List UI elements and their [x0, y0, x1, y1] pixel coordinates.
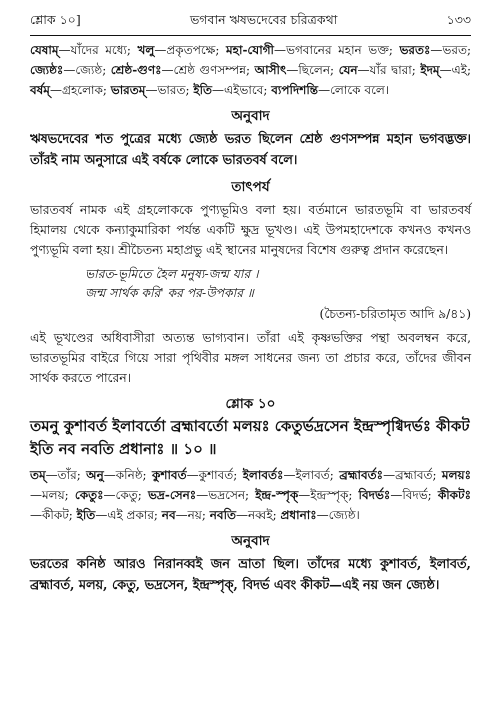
translation-text-2: ভরতের কনিষ্ঠ আরও নিরানব্বই জন ভ্রাতা ছিল। তাঁদের মধ্যে কুশাবর্ত, ইলাবর্ত, ব্রহ্মাবর্ত, মলয়, কেতু, ভদ্রসেন, ইন্দ্রস্পৃক্, বিদর্ভ এবং কীকট—এই নয় জন জ্যেষ্ঠ। — [30, 557, 471, 593]
synonym-term: আসীৎ — [254, 63, 287, 77]
synonym-meaning: —ছিলেন; — [286, 63, 339, 77]
synonym-meaning: —গ্রহলোক; — [49, 83, 111, 97]
purport-paragraph-2: এই ভূখণ্ডের অধিবাসীরা অত্যন্ত ভাগ্যবান। তাঁরা এই কৃষ্ণভক্তির পন্থা অবলম্বন করে, ভারতভূমির বাইরে গিয়ে সারা পৃথিবীর মঙ্গল সাধনের জন্য তা প্রচার করে, তাঁদের জীবন সার্থক করতে পারেন। — [30, 331, 471, 385]
quoted-verse — [30, 265, 471, 303]
synonym-term: অনু — [86, 468, 104, 482]
synonyms-verse-9 — [30, 40, 471, 100]
synonym-term: নবতি — [209, 508, 237, 522]
synonym-meaning: —যাঁদের মধ্যে; — [58, 43, 138, 57]
verse-heading: শ্লোক ১০ — [225, 396, 276, 412]
translation-heading-2: অনুবাদ — [231, 533, 270, 549]
translation-text: ঋষভদেবের শত পুত্রের মধ্যে জ্যেষ্ঠ ভরত ছিলেন শ্রেষ্ঠ গুণসম্পন্ন মহান ভগবদ্ভক্ত। তাঁরই নাম অনুসারে এই বর্ষকে লোকে ভারতবর্ষ বলে। — [30, 132, 471, 168]
synonym-meaning: —ইলাবর্ত; — [283, 468, 340, 482]
synonym-term: ব্রহ্মাবর্তঃ — [339, 468, 384, 482]
synonym-meaning: —শ্রেষ্ঠ গুণসম্পন্ন; — [161, 63, 255, 77]
synonym-term: মহা-যোগী — [226, 43, 274, 57]
synonym-term: জ্যেষ্ঠঃ — [30, 63, 64, 77]
synonym-meaning: —নয়; — [175, 508, 210, 522]
quote-citation: (চৈতন্য-চরিতামৃত আদি ৯/৪১) — [319, 307, 471, 321]
synonym-term: শ্রেষ্ঠ-গুণঃ — [110, 63, 162, 77]
synonym-term: ইলাবর্তঃ — [242, 468, 284, 482]
synonym-term: ভারতম্ — [110, 83, 146, 97]
synonym-meaning: —কুশাবর্ত; — [186, 468, 243, 482]
synonym-term: কীকটঃ — [437, 488, 471, 502]
synonym-meaning: —যাঁর দ্বারা; — [357, 63, 421, 77]
purport-paragraph-1: ভারতবর্ষ নামক এই গ্রহলোককে পুণ্যভূমিও বলা হয়। বর্তমানে ভারতভূমি বা ভারতবর্ষ হিমালয় থেকে কন্যাকুমারিকা পর্যন্ত একটি ক্ষুদ্র ভূখণ্ড। এই উপমহাদেশকে কখনও কখনও পুণ্যভূমি বলা হয়। শ্রীচৈতন্য মহাপ্রভু এই স্থানের মানুষদের বিশেষ গুরুত্ব প্রদান করেছেন। — [30, 203, 471, 257]
translation-heading: অনুবাদ — [231, 108, 270, 124]
synonym-term: তম্ — [30, 468, 46, 482]
quote-line: ভারত-ভূমিতে হৈল মনুষ্য-জন্ম যার । — [85, 267, 259, 281]
synonym-term: ইন্দ্র-স্পৃক্ — [255, 488, 299, 502]
sanskrit-verse: তমনু কুশাবর্ত ইলাবর্তো ব্রহ্মাবর্তো মলয়ঃ কেতুর্ভদ্রসেন ইন্দ্রস্পৃগ্বিদর্ভঃ কীকট ইতি নব নবতি প্রধানাঃ ॥ ১০ ॥ — [30, 417, 470, 458]
synonym-meaning: —কীকট; — [30, 508, 77, 522]
synonym-term: বর্ষম্ — [30, 83, 50, 97]
synonym-term: যেন — [338, 63, 358, 77]
purport-heading: তাৎপর্য — [231, 179, 270, 195]
synonym-term: নব — [161, 508, 176, 522]
synonym-term: ইতি — [76, 508, 96, 522]
synonym-term: ব্যপদিশন্তি — [271, 83, 319, 97]
synonym-term: কুশাবর্ত — [151, 468, 187, 482]
synonym-meaning: —ভগবানের মহান ভক্ত; — [274, 43, 400, 57]
synonym-meaning: —নব্বই; — [236, 508, 281, 522]
synonym-meaning: —প্রকৃতপক্ষে; — [154, 43, 226, 57]
synonym-meaning: —এইভাবে; — [212, 83, 272, 97]
synonym-term: যেষাম্ — [30, 43, 59, 57]
header-page-number: ১৩৩ — [446, 12, 471, 27]
header-verse-ref: শ্লোক ১০] — [30, 12, 81, 27]
synonym-term: কেতুঃ — [74, 488, 104, 502]
synonym-term: প্রধানাঃ — [280, 508, 317, 522]
synonym-meaning: —এই; — [439, 63, 471, 77]
synonym-meaning: —জ্যেষ্ঠ। — [316, 508, 360, 522]
synonyms-verse-10 — [30, 465, 471, 525]
synonym-meaning: —ভদ্রসেন; — [196, 488, 256, 502]
synonym-term: মলয়ঃ — [441, 468, 471, 482]
synonym-meaning: —এই প্রকার; — [95, 508, 162, 522]
synonym-term: ভদ্র-সেনঃ — [147, 488, 197, 502]
quote-line: জন্ম সার্থক করি' কর পর-উপকার ॥ — [85, 286, 254, 300]
synonym-term: ভরতঃ — [399, 43, 431, 57]
synonym-term: খলু — [137, 43, 155, 57]
synonym-meaning: —তাঁর; — [45, 468, 87, 482]
synonym-term: ইদম্ — [420, 63, 440, 77]
synonym-meaning: —কেতু; — [103, 488, 148, 502]
synonym-meaning: —ইন্দ্রস্পৃক্; — [298, 488, 359, 502]
header-chapter-title: ভগবান ঋষভদেবের চরিত্রকথা — [189, 12, 338, 27]
synonym-meaning: —ব্রহ্মাবর্ত; — [383, 468, 442, 482]
synonym-meaning: —বিদর্ভ; — [390, 488, 438, 502]
synonym-meaning: —কনিষ্ঠ; — [103, 468, 152, 482]
synonym-meaning: —ভরত; — [430, 43, 472, 57]
synonym-term: ইতি — [193, 83, 213, 97]
synonym-meaning: —ভারত; — [145, 83, 194, 97]
running-header — [30, 6, 471, 36]
synonym-meaning: —লোকে বলে। — [318, 83, 390, 97]
synonym-meaning: —জ্যেষ্ঠ; — [63, 63, 111, 77]
synonym-meaning: —মলয়; — [30, 488, 75, 502]
synonym-term: বিদর্ভঃ — [358, 488, 391, 502]
